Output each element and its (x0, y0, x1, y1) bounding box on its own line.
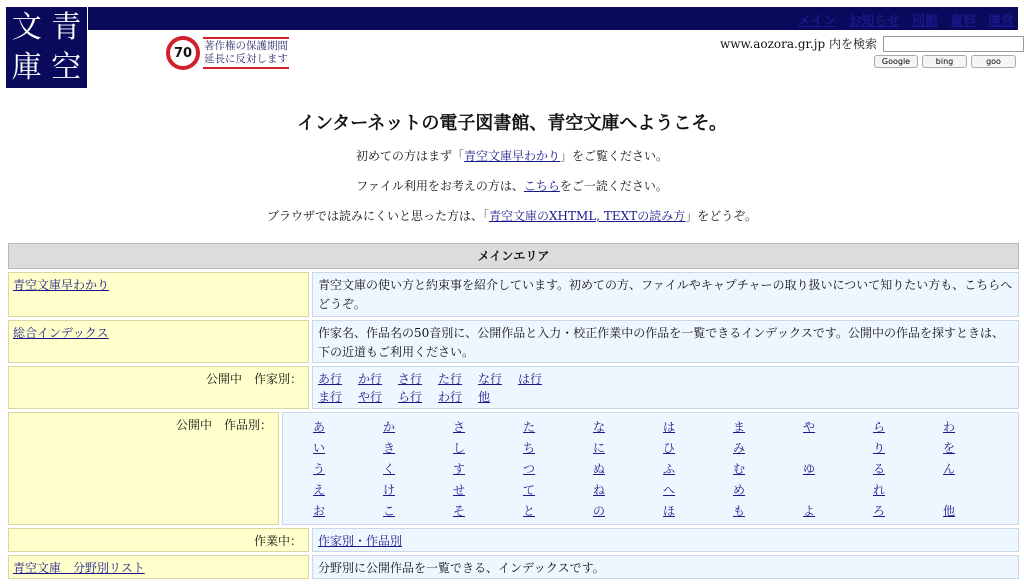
nav-main[interactable]: メイン (797, 14, 837, 29)
work-index-link[interactable]: り (873, 441, 886, 455)
work-index-link[interactable]: ぬ (593, 462, 606, 476)
work-index-link[interactable]: き (383, 441, 396, 455)
work-index-link[interactable]: は (663, 420, 676, 434)
nav-annex[interactable]: 別館 (911, 14, 938, 29)
inwork-cell (312, 528, 1019, 552)
intro-text: ブラウザでは読みにくいと思った方は、「 (267, 209, 490, 223)
work-index-link[interactable]: か (383, 420, 396, 434)
copyright-extension-banner[interactable] (166, 36, 289, 70)
author-index-link[interactable]: は行 (518, 372, 543, 386)
work-index-link[interactable]: わ (943, 420, 956, 434)
work-index-link[interactable]: に (593, 441, 606, 455)
logo-char: 文 (11, 10, 42, 45)
row-label-cell (8, 272, 309, 317)
welcome-heading: インターネットの電子図書館、青空文庫へようこそ。 (296, 113, 728, 134)
table-row (8, 412, 1019, 525)
work-index-link[interactable]: 他 (943, 504, 956, 518)
work-index-link[interactable]: し (453, 441, 466, 455)
general-index-link[interactable]: 総合インデックス (13, 326, 109, 340)
work-index-link[interactable]: む (733, 462, 746, 476)
inwork-label: 作業中： (8, 528, 309, 552)
file-usage-link[interactable]: こちら (523, 179, 560, 193)
work-index-link[interactable]: く (383, 462, 396, 476)
search-label: www.aozora.gr.jp 内を検索 (720, 37, 877, 51)
work-index-link[interactable]: け (383, 483, 396, 497)
work-index-link[interactable]: の (593, 504, 606, 518)
work-index-link[interactable]: お (313, 504, 326, 518)
row-desc-cell: 分野別に公開作品を一覧できる、インデックスです。 (312, 555, 1019, 579)
quick-guide-row-link[interactable]: 青空文庫早わかり (13, 278, 110, 292)
works-grid (288, 417, 1013, 522)
work-index-link[interactable]: ち (523, 441, 536, 455)
works-cell (282, 412, 1019, 525)
work-index-link[interactable]: ほ (663, 504, 676, 518)
work-index-link[interactable]: す (453, 462, 466, 476)
table-row (8, 272, 1019, 317)
author-index-link[interactable]: わ行 (438, 390, 463, 404)
work-index-link[interactable]: め (733, 483, 746, 497)
genre-list-link[interactable]: 青空文庫 分野別リスト (13, 561, 145, 575)
work-index-link[interactable]: ひ (663, 441, 676, 455)
authors-label: 公開中 作家別： (8, 366, 309, 409)
intro-text: ファイル利用をお考えの方は、 (356, 179, 524, 193)
row-label-cell (8, 320, 309, 363)
work-index-link[interactable]: と (523, 504, 536, 518)
bing-search-button[interactable]: bing (922, 55, 967, 68)
main-area-table (8, 243, 1019, 579)
logo-char: 青 (51, 10, 82, 45)
banner-line1: 著作権の保護期間 (204, 40, 288, 52)
work-index-link[interactable]: せ (453, 483, 466, 497)
main-area-header: メインエリア (8, 243, 1019, 269)
intro-line-2 (0, 177, 1024, 194)
work-index-link[interactable]: つ (523, 462, 536, 476)
work-index-link[interactable]: ふ (663, 462, 676, 476)
work-index-link[interactable]: ん (943, 462, 956, 476)
work-index-link[interactable]: さ (453, 420, 466, 434)
table-row (8, 320, 1019, 363)
author-index-link[interactable]: か行 (358, 372, 383, 386)
nav-materials[interactable]: 資料 (949, 14, 976, 29)
work-index-link[interactable]: よ (803, 504, 816, 518)
seventy-icon: 70 (166, 36, 200, 70)
empty-cell (803, 438, 873, 459)
intro-text: 」をご覧ください。 (560, 149, 669, 163)
author-index-link[interactable]: さ行 (398, 372, 423, 386)
nav-news[interactable]: お知らせ (848, 14, 900, 29)
work-index-link[interactable]: て (523, 483, 536, 497)
author-index-link[interactable]: ま行 (318, 390, 343, 404)
intro-text: をご一読ください。 (559, 179, 668, 193)
search-input[interactable] (883, 36, 1024, 52)
logo-char: 空 (51, 49, 82, 85)
work-index-link[interactable]: い (313, 441, 326, 455)
quick-guide-link[interactable]: 青空文庫早わかり (463, 149, 560, 163)
goo-search-button[interactable]: goo (971, 55, 1016, 68)
work-index-link[interactable]: そ (453, 504, 466, 518)
table-row (8, 366, 1019, 409)
work-index-link[interactable]: る (873, 462, 886, 476)
work-index-link[interactable]: ゆ (803, 462, 816, 476)
intro-text: 初めての方はまず「 (355, 149, 464, 163)
banner-text (203, 37, 289, 69)
author-index-link[interactable]: な行 (478, 372, 503, 386)
work-index-link[interactable]: あ (313, 420, 326, 434)
work-index-link[interactable]: た (523, 420, 536, 434)
nav-operation[interactable]: 運営 (987, 14, 1014, 29)
site-search (720, 35, 1024, 52)
logo-char: 庫 (11, 49, 42, 85)
google-search-button[interactable]: Google (874, 55, 918, 68)
author-index-link[interactable]: ら行 (398, 390, 423, 404)
intro-text: 」をどうぞ。 (685, 209, 757, 223)
author-index-link[interactable]: あ行 (318, 372, 343, 386)
work-index-link[interactable]: を (943, 441, 956, 455)
works-label: 公開中 作品別： (8, 412, 279, 525)
reading-guide-link[interactable]: 青空文庫のXHTML, TEXTの読み方 (489, 209, 686, 223)
work-index-link[interactable]: な (593, 420, 606, 434)
table-row (8, 528, 1019, 552)
work-index-link[interactable]: ろ (873, 504, 886, 518)
aozora-logo[interactable] (6, 7, 87, 88)
work-index-link[interactable]: ら (873, 420, 886, 434)
intro-line-3 (0, 207, 1024, 224)
empty-cell (943, 480, 1013, 501)
work-index-link[interactable]: へ (663, 483, 676, 497)
intro-line-1 (0, 147, 1024, 164)
empty-cell (803, 480, 873, 501)
main-nav (798, 10, 1014, 29)
author-index-link[interactable]: た行 (438, 372, 463, 386)
work-index-link[interactable]: れ (873, 483, 886, 497)
row-label-cell (8, 555, 309, 579)
work-index-link[interactable]: ね (593, 483, 606, 497)
author-index-link[interactable]: や行 (358, 390, 383, 404)
work-index-link[interactable]: や (803, 420, 816, 434)
work-index-link[interactable]: う (313, 462, 326, 476)
work-index-link[interactable]: こ (383, 504, 396, 518)
inwork-link[interactable]: 作家別・作品別 (318, 534, 403, 548)
row-desc-cell: 青空文庫の使い方と約束事を紹介しています。初めての方、ファイルやキャプチャーの取り扱いについて知りたい方も、こちらへどうぞ。 (312, 272, 1019, 317)
banner-line2: 延長に反対します (204, 53, 288, 65)
author-index-link[interactable]: 他 (478, 390, 491, 404)
work-index-link[interactable]: み (733, 441, 746, 455)
work-index-link[interactable]: え (313, 483, 326, 497)
work-index-link[interactable]: も (733, 504, 746, 518)
row-desc-cell: 作家名、作品名の50音別に、公開作品と入力・校正作業中の作品を一覧できるインデックスです。公開中の作品を探すときは、下の近道もご利用ください。 (312, 320, 1019, 363)
table-row (8, 555, 1019, 579)
authors-cell (312, 366, 1019, 409)
search-buttons (874, 55, 1016, 68)
authors-grid (318, 370, 1013, 406)
work-index-link[interactable]: ま (733, 420, 746, 434)
